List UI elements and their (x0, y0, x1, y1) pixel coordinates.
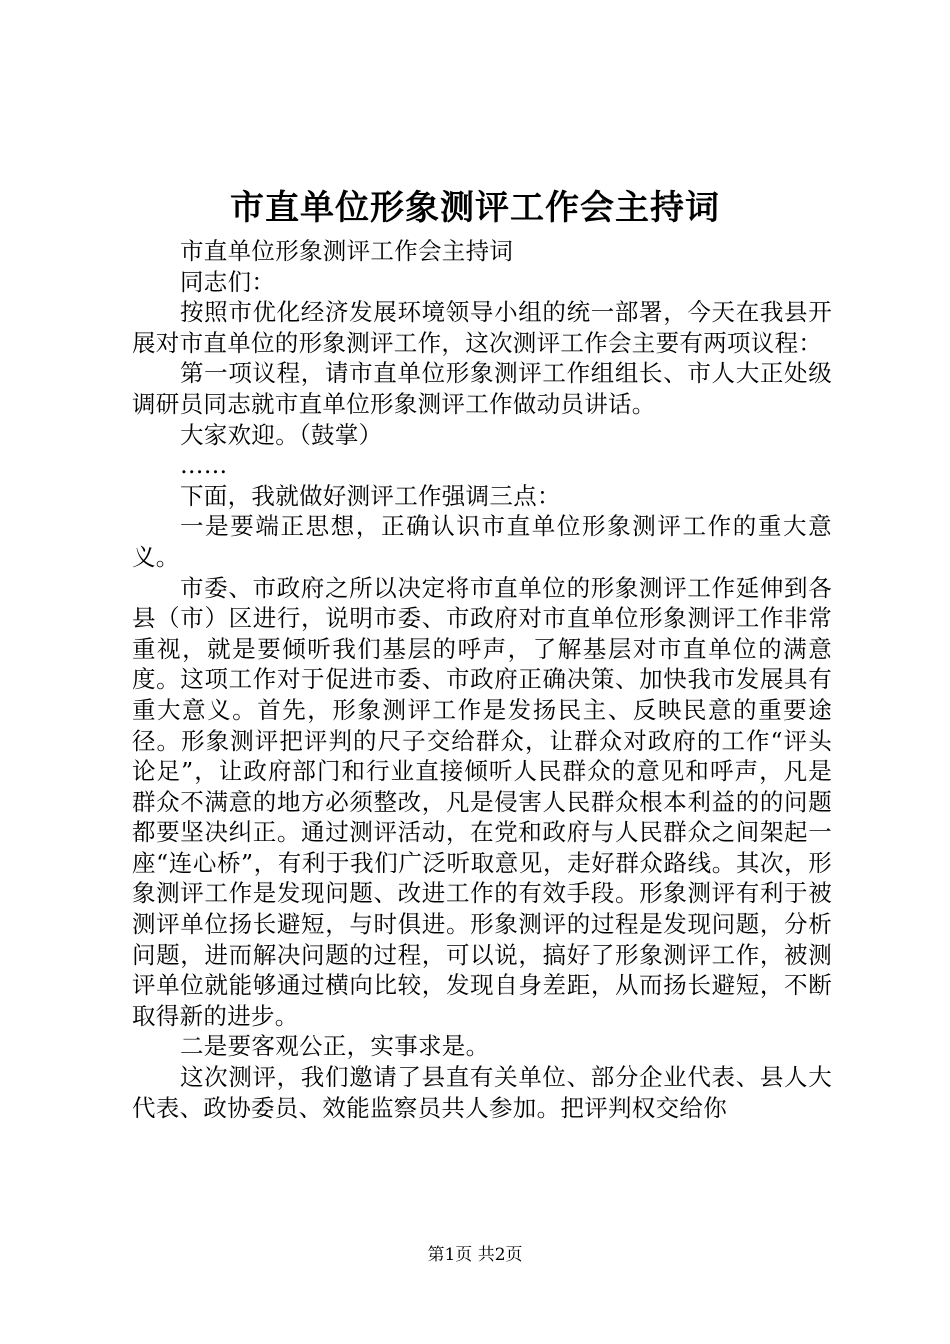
paragraph-subtitle: 市直单位形象测评工作会主持词 (180, 237, 514, 265)
page-footer: 第1页 共2页 (427, 1245, 523, 1265)
paragraph: 二是要客观公正，实事求是。 (180, 1032, 490, 1061)
document-title: 市直单位形象测评工作会主持词 (230, 188, 720, 228)
document-body (132, 236, 832, 1123)
paragraph: 按照市优化经济发展环境领导小组的统一部署，今天在我县开展对市直单位的形象测评工作，这次测评工作会主要有两项议程： (132, 298, 832, 357)
paragraph: 大家欢迎。（鼓掌） (180, 420, 383, 449)
paragraph: 市委、市政府之所以决定将市直单位的形象测评工作延伸到各县（市）区进行，说明市委、市政府对市直单位形象测评工作非常重视，就是要倾听我们基层的呼声，了解基层对市直单位的满意度。这项工作对于促进市委、市政府正确决策、加快我市发展具有重大意义。首先，形象测评工作是发扬民主、反映民意的重要途径。形象测评把评判的尺子交给群众，让群众对政府的工作“评头论足”，让政府部门和行业直接倾听人民群众的意见和呼声，凡是群众不满意的地方必须整改，凡是侵害人民群众根本利益的的问题都要坚决纠正。通过测评活动，在党和政府与人民群众之间架起一座“连心桥”，有利于我们广泛听取意见，走好群众路线。其次，形象测评工作是发现问题、改进工作的有效手段。形象测评有利于被测评单位扬长避短，与时俱进。形象测评的过程是发现问题，分析问题，进而解决问题的过程，可以说，搞好了形象测评工作，被测评单位就能够通过横向比较，发现自身差距，从而扬长避短，不断取得新的进步。 (132, 573, 832, 1030)
paragraph: 一是要端正思想，正确认识市直单位形象测评工作的重大意义。 (132, 512, 832, 571)
paragraph: 第一项议程，请市直单位形象测评工作组组长、市人大正处级调研员同志就市直单位形象测评工作做动员讲话。 (132, 359, 832, 418)
paragraph-ellipsis: …… (180, 451, 228, 480)
paragraph: 下面，我就做好测评工作强调三点： (180, 481, 561, 510)
paragraph-salutation: 同志们： (180, 267, 276, 296)
paragraph: 这次测评，我们邀请了县直有关单位、部分企业代表、县人大代表、政协委员、效能监察员共人参加。把评判权交给你 (132, 1063, 832, 1122)
